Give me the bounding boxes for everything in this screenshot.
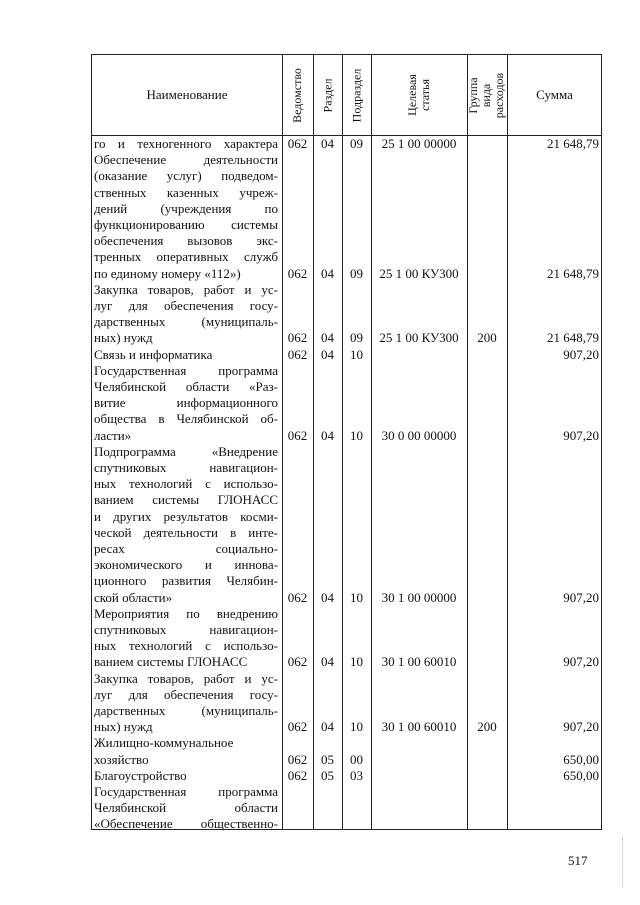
table-row xyxy=(92,557,603,573)
cell-ved: 062 xyxy=(287,589,308,605)
cell-name: ванием системы ГЛОНАСС xyxy=(94,492,278,508)
table-row xyxy=(92,152,603,168)
cell-raz: 04 xyxy=(321,654,334,670)
table-row xyxy=(92,509,603,525)
cell-sum: 21 648,79 xyxy=(547,330,599,346)
table-row xyxy=(92,444,603,460)
cell-cel: 25 1 00 КУ300 xyxy=(379,265,459,281)
cell-name: дарственных (муниципаль- xyxy=(94,703,278,718)
table-row xyxy=(92,654,603,670)
table-row xyxy=(92,249,603,265)
cell-name: функционированию системы xyxy=(94,217,278,232)
cell-pod: 10 xyxy=(350,346,363,362)
table-row xyxy=(92,752,603,768)
cell-name: по единому номеру «112») xyxy=(94,265,241,281)
table-row xyxy=(92,622,603,638)
cell-cel: 25 1 00 КУ300 xyxy=(379,330,459,346)
cell-cel: 30 1 00 00000 xyxy=(381,589,457,605)
cell-raz: 04 xyxy=(321,589,334,605)
cell-ved: 062 xyxy=(287,136,308,151)
cell-sum: 907,20 xyxy=(563,719,599,735)
cell-pod: 03 xyxy=(350,767,363,783)
cell-name: Закупка товаров, работ и ус- xyxy=(94,670,278,686)
cell-cel: 30 1 00 60010 xyxy=(381,654,457,670)
cell-name: Государственная программа xyxy=(94,784,278,799)
table-row xyxy=(92,492,603,508)
cell-name: луг для обеспечения госу- xyxy=(94,298,278,313)
cell-name: Мероприятия по внедрению xyxy=(94,605,278,621)
cell-pod: 10 xyxy=(350,719,363,735)
table-row xyxy=(92,379,603,395)
table-row xyxy=(92,816,603,832)
table-row xyxy=(92,541,603,557)
cell-name: ционного развития Челябин- xyxy=(94,573,278,589)
table-row xyxy=(92,136,603,152)
header-celevaya xyxy=(371,55,467,135)
cell-name: витие информационного xyxy=(94,395,278,411)
table-row xyxy=(92,330,603,346)
cell-name: Государственная программа xyxy=(94,362,278,378)
cell-name: ласти» xyxy=(94,427,132,443)
table-row xyxy=(92,784,603,800)
header-ved-label: Ведомство xyxy=(290,67,305,123)
cell-cel: 30 0 00 00000 xyxy=(381,427,457,443)
cell-ved: 062 xyxy=(287,767,308,783)
cell-ved: 062 xyxy=(287,751,308,767)
cell-pod: 10 xyxy=(350,654,363,670)
budget-table xyxy=(91,54,602,830)
table-row xyxy=(92,606,603,622)
cell-raz: 04 xyxy=(321,346,334,362)
cell-cel: 25 1 00 00000 xyxy=(381,136,457,151)
cell-name: ческой деятельности в инте- xyxy=(94,524,278,540)
table-row xyxy=(92,298,603,314)
cell-ved: 062 xyxy=(287,265,308,281)
cell-name: Челябинской области xyxy=(94,800,278,816)
header-razdel-label: Раздел xyxy=(320,78,335,112)
cell-pod: 09 xyxy=(350,136,363,151)
table-row xyxy=(92,201,603,217)
cell-raz: 04 xyxy=(321,427,334,443)
header-name-label: Наименование xyxy=(146,87,228,102)
table-row xyxy=(92,671,603,687)
table-row xyxy=(92,428,603,444)
cell-name: Челябинской области «Раз- xyxy=(94,379,278,394)
cell-ved: 062 xyxy=(287,330,308,346)
cell-sum: 907,20 xyxy=(563,654,599,670)
cell-raz: 04 xyxy=(321,330,334,346)
cell-grp: 200 xyxy=(477,719,497,735)
cell-name: Связь и информатика xyxy=(94,346,213,362)
cell-sum: 650,00 xyxy=(563,767,599,783)
page-number: 517 xyxy=(568,853,588,868)
cell-name: дений (учреждения по xyxy=(94,200,278,216)
cell-pod: 09 xyxy=(350,330,363,346)
header-ved xyxy=(282,55,313,135)
table-row xyxy=(92,525,603,541)
cell-ved: 062 xyxy=(287,719,308,735)
table-row xyxy=(92,800,603,816)
header-name xyxy=(92,55,282,135)
table-row xyxy=(92,768,603,784)
cell-pod: 10 xyxy=(350,427,363,443)
table-row xyxy=(92,703,603,719)
cell-raz: 04 xyxy=(321,136,334,151)
cell-name: луг для обеспечения госу- xyxy=(94,686,278,702)
cell-name: ных) нужд xyxy=(94,719,153,735)
cell-name: общества в Челябинской об- xyxy=(94,411,278,427)
header-podrazdel-label: Подраздел xyxy=(349,68,364,122)
cell-pod: 00 xyxy=(350,751,363,767)
cell-raz: 05 xyxy=(321,767,334,783)
cell-name: ственных казенных учреж- xyxy=(94,184,278,200)
cell-grp: 200 xyxy=(477,330,497,346)
table-row xyxy=(92,719,603,735)
cell-sum: 907,20 xyxy=(563,346,599,362)
cell-ved: 062 xyxy=(287,346,308,362)
table-row xyxy=(92,638,603,654)
cell-ved: 062 xyxy=(287,654,308,670)
header-summa xyxy=(507,55,602,135)
cell-name: спутниковых навигацион- xyxy=(94,622,278,637)
header-podrazdel xyxy=(342,55,371,135)
table-row xyxy=(92,347,603,363)
table-row xyxy=(92,266,603,282)
cell-name: ных технологий с использо- xyxy=(94,638,278,654)
header-celevaya-label: Целевая статья xyxy=(405,74,432,116)
header-gruppa xyxy=(467,55,507,135)
cell-name: Обеспечение деятельности xyxy=(94,152,278,168)
cell-name: Подпрограмма «Внедрение xyxy=(94,443,278,459)
cell-sum: 907,20 xyxy=(563,427,599,443)
cell-name: ных технологий с использо- xyxy=(94,476,278,492)
table-row xyxy=(92,460,603,476)
cell-pod: 10 xyxy=(350,589,363,605)
cell-raz: 04 xyxy=(321,719,334,735)
cell-ved: 062 xyxy=(287,427,308,443)
table-row xyxy=(92,217,603,233)
cell-name: дарственных (муниципаль- xyxy=(94,314,278,330)
cell-cel: 30 1 00 60010 xyxy=(381,719,457,735)
table-row xyxy=(92,363,603,379)
table-row xyxy=(92,411,603,427)
table-row xyxy=(92,185,603,201)
table-row xyxy=(92,687,603,703)
cell-raz: 04 xyxy=(321,265,334,281)
cell-name: (оказание услуг) подведом- xyxy=(94,168,278,184)
table-row xyxy=(92,573,603,589)
cell-pod: 09 xyxy=(350,265,363,281)
cell-name: и других результатов косми- xyxy=(94,508,278,524)
cell-name: обеспечения вызовов экс- xyxy=(94,233,278,249)
header-razdel xyxy=(313,55,342,135)
header-gruppa-label: Группа вида расходов xyxy=(466,72,507,118)
cell-sum: 21 648,79 xyxy=(547,136,599,151)
cell-name: Закупка товаров, работ и ус- xyxy=(94,281,278,297)
cell-sum: 21 648,79 xyxy=(547,265,599,281)
cell-name: го и техногенного характера xyxy=(94,136,278,151)
cell-name: ской области» xyxy=(94,589,173,605)
table-row xyxy=(92,233,603,249)
header-summa-label: Сумма xyxy=(536,87,573,102)
cell-sum: 907,20 xyxy=(563,589,599,605)
table-row xyxy=(92,476,603,492)
cell-name: «Обеспечение общественно- xyxy=(94,816,278,832)
table-row xyxy=(92,168,603,184)
cell-name: спутниковых навигацион- xyxy=(94,460,278,475)
table-row xyxy=(92,314,603,330)
margin-mark xyxy=(622,838,625,888)
table-row xyxy=(92,735,603,751)
cell-name: Жилищно-коммунальное xyxy=(94,735,234,751)
cell-name: тренных оперативных служб xyxy=(94,249,278,265)
table-row xyxy=(92,590,603,606)
cell-name: ресах социально- xyxy=(94,541,278,556)
table-row xyxy=(92,282,603,298)
cell-name: хозяйство xyxy=(94,751,149,767)
cell-raz: 05 xyxy=(321,751,334,767)
table-row xyxy=(92,395,603,411)
cell-name: ных) нужд xyxy=(94,330,153,346)
cell-sum: 650,00 xyxy=(563,751,599,767)
cell-name: Благоустройство xyxy=(94,767,187,783)
cell-name: ванием системы ГЛОНАСС xyxy=(94,654,248,670)
cell-name: экономического и иннова- xyxy=(94,557,278,573)
